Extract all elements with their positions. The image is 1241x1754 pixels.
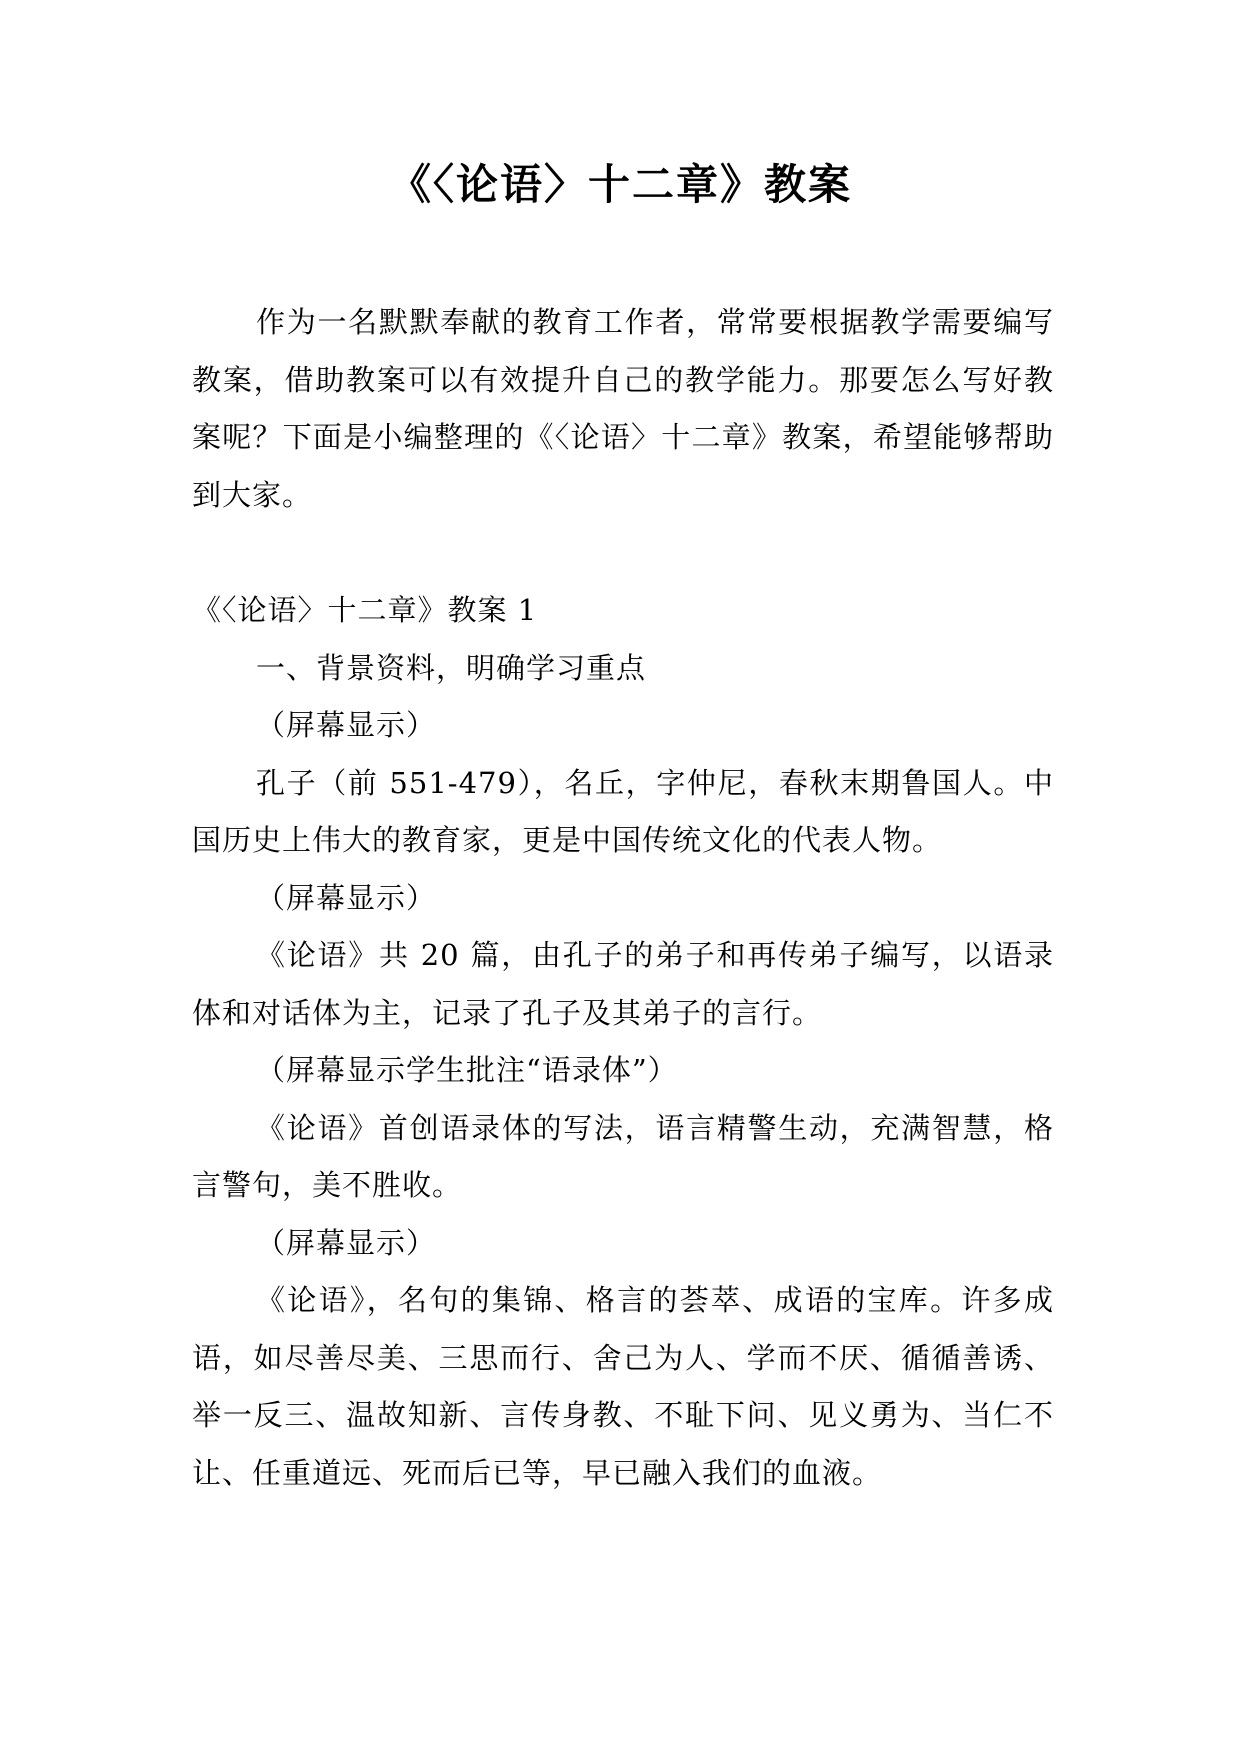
intro-paragraph: 作为一名默默奉献的教育工作者，常常要根据教学需要编写教案，借助教案可以有效提升自己的教学能力。那要怎么写好教案呢？下面是小编整理的《〈论语〉十二章》教案，希望能够帮助到大家。 <box>192 305 1054 512</box>
screen-display-note: （屏幕显示） <box>256 880 437 915</box>
document-body <box>192 294 1054 1502</box>
spacer <box>192 524 1054 582</box>
document-title: 《〈论语〉十二章》教案 <box>388 160 852 209</box>
screen-display-note: （屏幕显示学生批注“语录体”） <box>256 1053 678 1087</box>
screen-display-note: （屏幕显示） <box>256 708 437 742</box>
body-paragraph: 《论语》首创语录体的写法，语言精警生动，充满智慧，格言警句，美不胜收。 <box>192 1110 1054 1202</box>
screen-display-note: （屏幕显示） <box>256 1225 437 1260</box>
body-paragraph: 《论语》共 20 篇，由孔子的弟子和再传弟子编写，以语录体和对话体为主，记录了孔子及其弟子的言行。 <box>192 938 1054 1030</box>
body-paragraph: 《论语》，名句的集锦、格言的荟萃、成语的宝库。许多成语，如尽善尽美、三思而行、舍己为人、学而不厌、循循善诱、举一反三、温故知新、言传身教、不耻下问、见义勇为、当仁不让、任重道远、死而后已等，早已融入我们的血液。 <box>192 1283 1054 1490</box>
body-paragraph: 孔子（前 551-479），名丘，字仲尼，春秋末期鲁国人。中国历史上伟大的教育家，更是中国传统文化的代表人物。 <box>192 765 1054 857</box>
section-heading: 《〈论语〉十二章》教案 1 <box>192 593 538 627</box>
subheading-background: 一、背景资料，明确学习重点 <box>256 650 647 685</box>
